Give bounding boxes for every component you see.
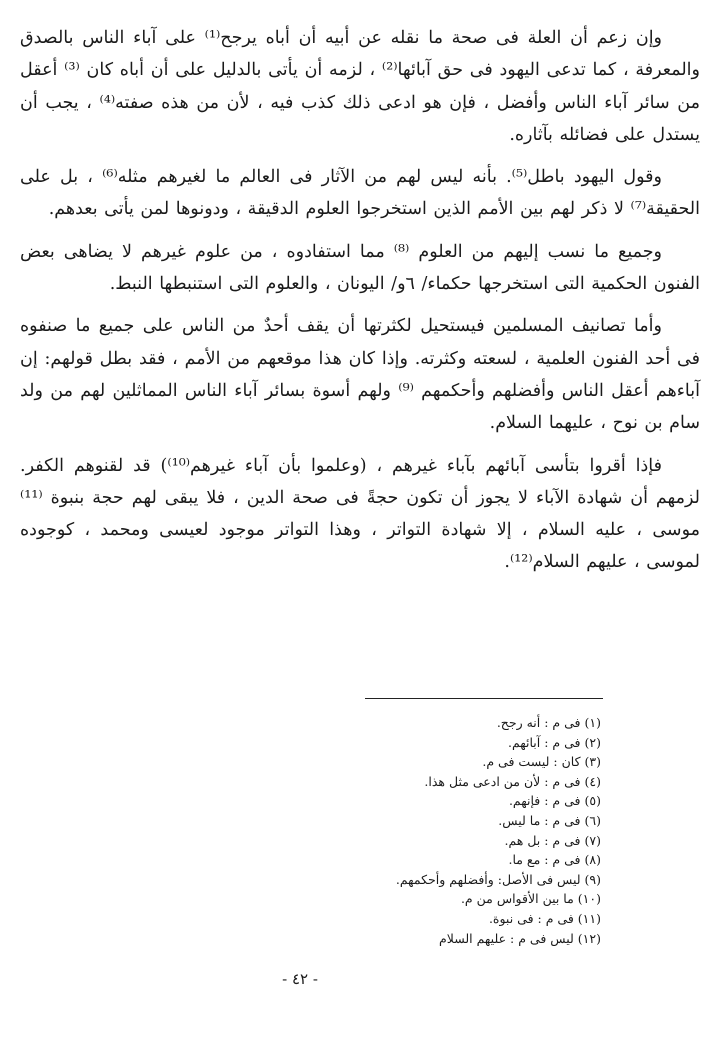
footnote-4: (٤) فى م : لأن من ادعى مثل هذا. xyxy=(424,773,601,789)
footnote-10: (١٠) ما بين الأقواس من م. xyxy=(460,891,601,907)
page-number: - ٤٢ - xyxy=(282,970,318,988)
paragraph-1: وإن زعم أن العلة فى صحة ما نقله عن أبيه أن أباه يرجح⁽¹⁾ على آباء الناس بالصدق والمعرفة ، كما تدعى اليهود فى حق آبائها⁽²⁾ ، لزمه أن يأتى بالدليل على أن أباه كان ⁽³⁾ أعقل من سائر آباء الناس وأفضل ، فإن هو ادعى ذلك كذب فيه ، لأن من هذه صفته⁽⁴⁾ ، يجب أن يستدل على فضائله بآثاره. xyxy=(20,28,700,145)
main-text-body xyxy=(20,22,700,589)
footnote-6: (٦) فى م : ما ليس. xyxy=(498,812,601,828)
footnote-8: (٨) فى م : مع ما. xyxy=(508,852,601,868)
footnote-1: (١) فى م : أنه رجح. xyxy=(496,715,601,730)
paragraph-5: فإذا أقروا بتأسى آبائهم بآباء غيرهم ، (وعلموا بأن آباء غيرهم⁽¹⁰⁾) قد لقنوهم الكفر. لزمهم أن شهادة الآباء لا يجوز أن تكون حجةً فى صحة الدين ، فلا يبقى لهم حجة بنبوة ⁽¹¹⁾ موسى ، عليه السلام ، إلا شهادة التواتر ، وهذا التواتر موجود لعيسى ومحمد ، كوجوده لموسى ، عليهم السلام⁽¹²⁾. xyxy=(20,455,700,573)
footnote-5: (٥) فى م : فإنهم. xyxy=(508,793,601,809)
footnote-divider xyxy=(365,698,603,699)
paragraph-2: وقول اليهود باطل⁽⁵⁾. بأنه ليس لهم من الآثار فى العالم ما لغيرهم مثله⁽⁶⁾ ، بل على الحقيقة⁽⁷⁾ لا ذكر لهم بين الأمم الذين استخرجوا العلوم الدقيقة ، ودونوها لمن يأتى بعدهم. xyxy=(20,167,700,220)
footnotes-list xyxy=(271,713,601,948)
footnote-9: (٩) ليس فى الأصل: وأفضلهم وأحكمهم. xyxy=(395,871,601,887)
paragraph-4: وأما تصانيف المسلمين فيستحيل لكثرتها أن يقف أحدٌ من الناس على جميع ما صنفوه فى أحد الفنون العلمية ، لسعته وكثرته. وإذا كان هذا موقعهم من الأمم ، فقد بطل قولهم: إن آباءهم أعقل الناس وأفضلهم وأحكمهم ⁽⁹⁾ ولهم أسوة بسائر آباء الناس المماثلين لهم من ولد سام بن نوح ، عليهما السلام. xyxy=(20,316,700,434)
footnote-2: (٢) فى م : آبائهم. xyxy=(507,734,601,750)
footnote-7: (٧) فى م : بل هم. xyxy=(504,832,601,848)
paragraph-3: وجميع ما نسب إليهم من العلوم ⁽⁸⁾ مما استفادوه ، من علوم غيرهم لا يضاهى بعض الفنون الحكمية التى استخرجها حكماء/ ٦و/ اليونان ، والعلوم التى استنبطها النبط. xyxy=(20,241,700,295)
footnote-11: (١١) فى م : فى نبوة. xyxy=(488,910,601,926)
footnote-12: (١٢) ليس فى م : عليهم السلام xyxy=(439,930,601,946)
footnote-3: (٣) كان : ليست فى م. xyxy=(482,754,601,770)
